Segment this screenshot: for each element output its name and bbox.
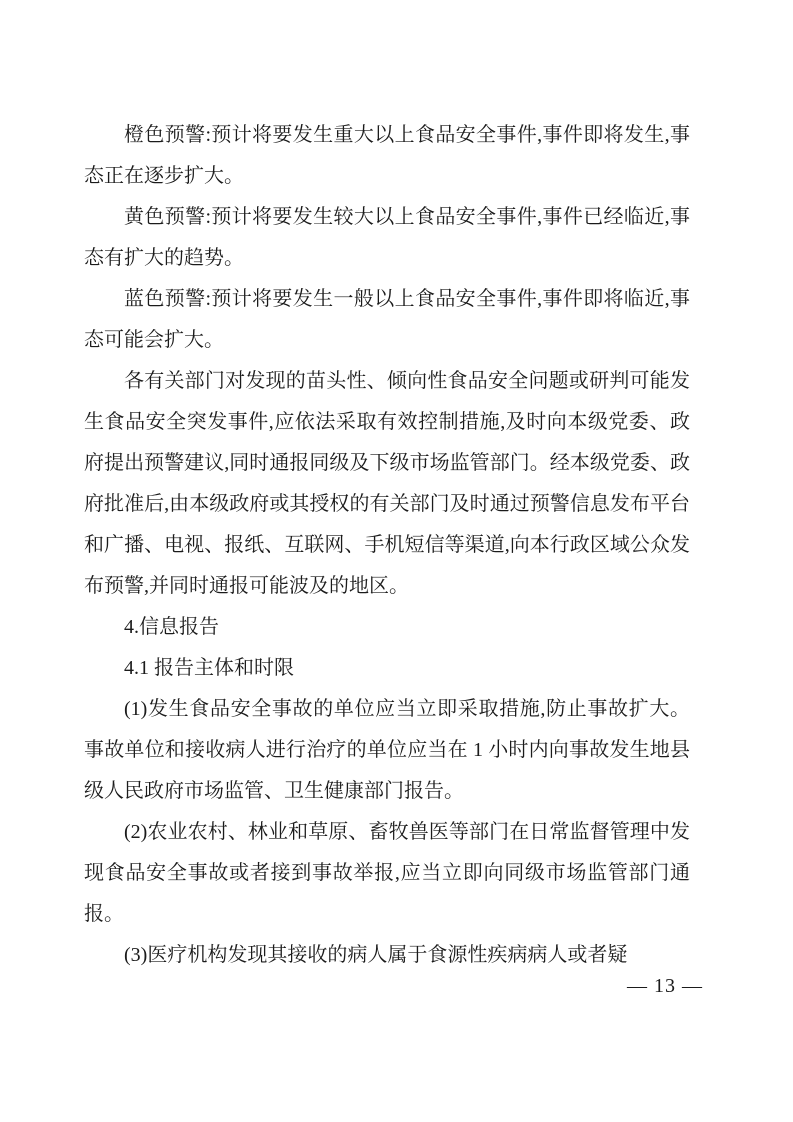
- paragraph-blue-alert: 蓝色预警:预计将要发生一般以上食品安全事件,事件即将临近,事态可能会扩大。: [84, 288, 690, 351]
- page-number: — 13 —: [627, 975, 703, 997]
- paragraph-yellow-alert: 黄色预警:预计将要发生较大以上食品安全事件,事件已经临近,事态有扩大的趋势。: [84, 206, 690, 269]
- paragraph-item-1: (1)发生食品安全事故的单位应当立即采取措施,防止事故扩大。事故单位和接收病人进行治疗的单位应当在 1 小时内向事故发生地县级人民政府市场监管、卫生健康部门报告。: [84, 698, 690, 802]
- paragraph-item-2: (2)农业农村、林业和草原、畜牧兽医等部门在日常监督管理中发现食品安全事故或者接到事故举报,应当立即向同级市场监管部门通报。: [84, 821, 690, 925]
- document-body: [84, 115, 690, 976]
- section-heading-report-subject: 4.1 报告主体和时限: [124, 657, 294, 679]
- paragraph-orange-alert: 橙色预警:预计将要发生重大以上食品安全事件,事件即将发生,事态正在逐步扩大。: [84, 124, 690, 187]
- section-heading-info-report: 4.信息报告: [124, 616, 219, 638]
- paragraph-item-3: (3)医疗机构发现其接收的病人属于食源性疾病病人或者疑: [124, 944, 628, 966]
- paragraph-warning-release: 各有关部门对发现的苗头性、倾向性食品安全问题或研判可能发生食品安全突发事件,应依法采取有效控制措施,及时向本级党委、政府提出预警建议,同时通报同级及下级市场监管部门。经本级党委、政府批准后,由本级政府或其授权的有关部门及时通过预警信息发布平台和广播、电视、报纸、互联网、手机短信等渠道,向本行政区域公众发布预警,并同时通报可能波及的地区。: [84, 370, 690, 597]
